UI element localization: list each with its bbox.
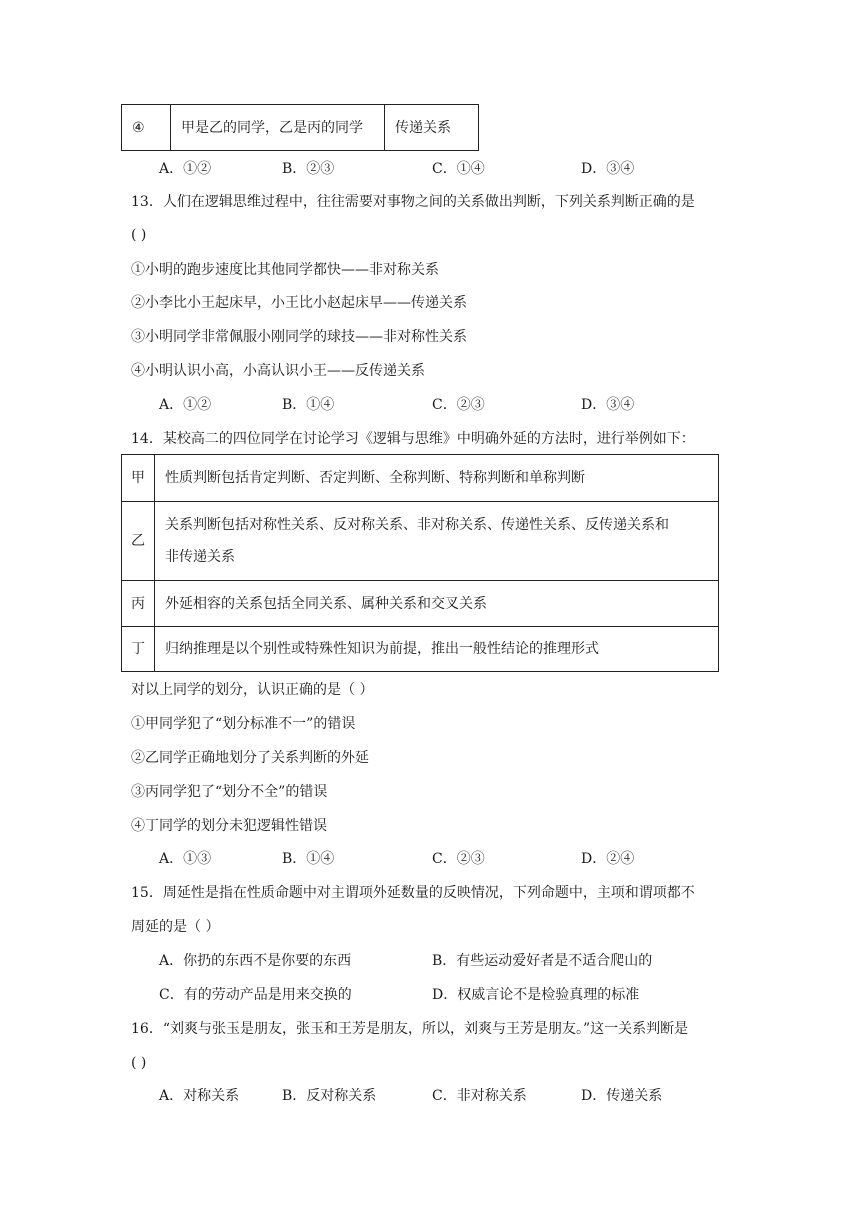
option-c[interactable]: C．②③ bbox=[432, 397, 485, 413]
option-b[interactable]: B．反对称关系 bbox=[282, 1088, 377, 1104]
option-a[interactable]: A．你扔的东西不是你要的东西 bbox=[159, 953, 352, 969]
row-content: 外延相容的关系包括全同关系、属种关系和交叉关系 bbox=[155, 581, 719, 627]
question-stem: 15．周延性是指在性质命题中对主谓项外延数量的反映情况，下列命题中，主项和谓项都不 bbox=[131, 885, 695, 901]
statement-item: ②乙同学正确地划分了关系判断的外延 bbox=[131, 750, 369, 766]
question-stem-continued: ( ) bbox=[131, 227, 147, 243]
question-stem-continued: 周延的是（ ） bbox=[131, 919, 220, 935]
option-b[interactable]: B．②③ bbox=[282, 161, 335, 177]
option-c[interactable]: C．①④ bbox=[432, 161, 485, 177]
question-stem: 13．人们在逻辑思维过程中，往往需要对事物之间的关系做出判断，下列关系判断正确的是 bbox=[131, 194, 695, 210]
option-c[interactable]: C．②③ bbox=[432, 851, 485, 867]
row-content-line: 关系判断包括对称性关系、反对称关系、非对称关系、传递性关系、反传递关系和 bbox=[165, 517, 669, 533]
option-b[interactable]: B．①④ bbox=[282, 851, 335, 867]
row-label: 丙 bbox=[122, 581, 155, 627]
option-d[interactable]: D．权威言论不是检验真理的标准 bbox=[432, 987, 640, 1003]
table-row bbox=[122, 455, 719, 502]
option-a[interactable]: A．对称关系 bbox=[159, 1088, 240, 1104]
row-content: 性质判断包括肯定判断、否定判断、全称判断、特称判断和单称判断 bbox=[155, 455, 719, 502]
option-d[interactable]: D．③④ bbox=[581, 161, 635, 177]
statement-item: ④小明认识小高，小高认识小王——反传递关系 bbox=[131, 363, 425, 379]
row-content-line: 非传递关系 bbox=[165, 549, 235, 565]
option-c[interactable]: C．有的劳动产品是用来交换的 bbox=[159, 987, 352, 1003]
table-row bbox=[122, 627, 719, 672]
question-stem: 14．某校高二的四位同学在讨论学习《逻辑与思维》中明确外延的方法时，进行举例如下： bbox=[131, 431, 695, 447]
top-table bbox=[121, 104, 479, 151]
statement-item: ③丙同学犯了“划分不全”的错误 bbox=[131, 784, 328, 800]
statement-item: ①小明的跑步速度比其他同学都快——非对称关系 bbox=[131, 262, 439, 278]
statement-item: ①甲同学犯了“划分标准不一”的错误 bbox=[131, 716, 356, 732]
statement-item: ③小明同学非常佩服小刚同学的球技——非对称性关系 bbox=[131, 329, 467, 345]
table-cell-relation: 传递关系 bbox=[385, 105, 479, 151]
row-label: 乙 bbox=[122, 502, 155, 581]
statement-item: ②小李比小王起床早，小王比小赵起床早——传递关系 bbox=[131, 295, 467, 311]
row-content: 归纳推理是以个别性或特殊性知识为前提，推出一般性结论的推理形式 bbox=[155, 627, 719, 672]
option-a[interactable]: A．①③ bbox=[159, 851, 212, 867]
table-row bbox=[122, 105, 479, 151]
row-label: 丁 bbox=[122, 627, 155, 672]
statement-item: ④丁同学的划分未犯逻辑性错误 bbox=[131, 818, 327, 834]
question-stem: 16．“刘爽与张玉是朋友，张玉和王芳是朋友，所以，刘爽与王芳是朋友。”这一关系判断是 bbox=[131, 1021, 689, 1037]
row-content bbox=[155, 502, 719, 581]
option-b[interactable]: B．①④ bbox=[282, 397, 335, 413]
question-stem-continued: ( ) bbox=[131, 1055, 147, 1071]
option-a[interactable]: A．①② bbox=[159, 397, 212, 413]
table-cell-num: ④ bbox=[122, 105, 171, 151]
option-a[interactable]: A．①② bbox=[159, 161, 212, 177]
option-b[interactable]: B．有些运动爱好者是不适合爬山的 bbox=[432, 953, 653, 969]
student-table bbox=[121, 454, 719, 672]
table-cell-content: 甲是乙的同学，乙是丙的同学 bbox=[171, 105, 385, 151]
option-d[interactable]: D．②④ bbox=[581, 851, 635, 867]
question-prompt: 对以上同学的划分，认识正确的是（ ） bbox=[131, 682, 374, 698]
row-label: 甲 bbox=[122, 455, 155, 502]
option-d[interactable]: D．传递关系 bbox=[581, 1088, 663, 1104]
option-d[interactable]: D．③④ bbox=[581, 397, 635, 413]
table-row bbox=[122, 581, 719, 627]
option-c[interactable]: C．非对称关系 bbox=[432, 1088, 527, 1104]
table-row bbox=[122, 502, 719, 581]
